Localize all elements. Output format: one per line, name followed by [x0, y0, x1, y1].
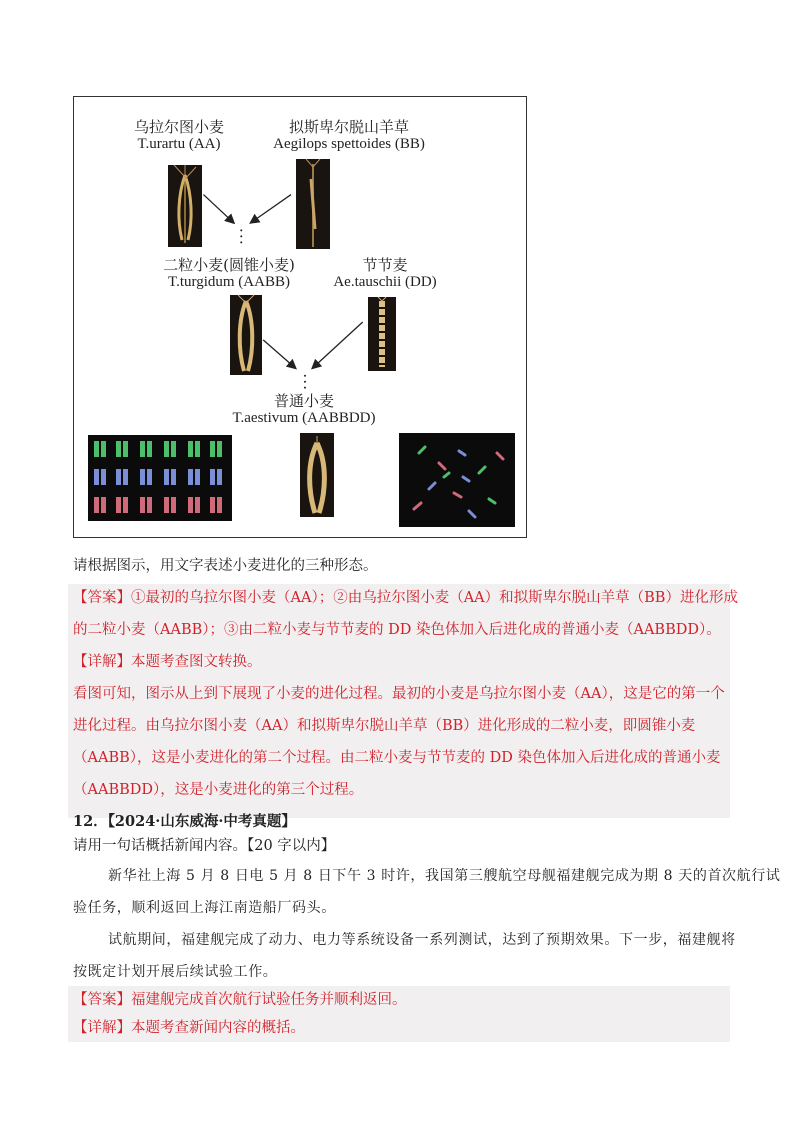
q12-prompt: 请用一句话概括新闻内容。【20 字以内】 — [73, 838, 336, 854]
q12-answer-line — [73, 990, 407, 1010]
detail-text: 本题考查新闻内容的概括。 — [131, 1020, 305, 1036]
detail-tag: 【详解】 — [73, 1020, 131, 1036]
aegilops-spike-image — [296, 159, 330, 249]
label-t-urartu: 乌拉尔图小麦 T.urartu (AA) — [133, 118, 224, 152]
q11-detail-line1: 看图可知，图示从上到下展现了小麦的进化过程。最初的小麦是乌拉尔图小麦（AA），这是它的第一个 — [73, 686, 725, 702]
q11-prompt: 请根据图示，用文字表述小麦进化的三种形态。 — [73, 558, 378, 574]
q12-news-p1-line2: 验任务，顺利返回上海江南造船厂码头。 — [73, 900, 336, 916]
t-urartu-spike-image — [168, 165, 202, 247]
detail-tag: 【详解】 — [73, 654, 131, 670]
answer-text: 福建舰完成首次航行试验任务并顺利返回。 — [131, 992, 407, 1008]
q12-header — [73, 812, 296, 832]
question-number: 12． — [73, 813, 108, 830]
answer-tag: 【答案】 — [73, 590, 131, 606]
chromosome-spread-image — [399, 433, 515, 527]
label-t-turgidum: 二粒小麦(圆锥小麦) T.turgidum (AABB) — [163, 256, 295, 290]
q11-detail-line3: （AABB），这是小麦进化的第二个过程。由二粒小麦与节节麦的 DD 染色体加入后进化成的普通小麦 — [73, 750, 721, 766]
label-t-aestivum: 普通小麦 T.aestivum (AABBDD) — [232, 392, 376, 426]
q12-news-p2-line2: 按既定计划开展后续试验工作。 — [73, 964, 278, 980]
question-source: 【2024·山东威海·中考真题】 — [107, 813, 296, 830]
wheat-evolution-figure — [73, 96, 527, 538]
q12-news-p1-line1: 新华社上海 5 月 8 日电 5 月 8 日下午 3 时许，我国第三艘航空母舰福建舰完成为期 8 天的首次航行试 — [108, 868, 781, 884]
answer-text: ①最初的乌拉尔图小麦（AA）；②由乌拉尔图小麦（AA）和拟斯卑尔脱山羊草（BB）进化形成 — [131, 590, 738, 606]
ae-tauschii-spike-image — [368, 297, 396, 371]
q11-detail-heading — [73, 652, 262, 672]
answer-tag: 【答案】 — [73, 992, 131, 1008]
label-aegilops: 拟斯卑尔脱山羊草 Aegilops spettoides (BB) — [273, 118, 425, 152]
q12-news-p2-line1: 试航期间，福建舰完成了动力、电力等系统设备一系列测试，达到了预期效果。下一步，福建舰将 — [108, 932, 736, 948]
t-aestivum-spike-image — [300, 433, 334, 517]
q11-answer-line1 — [73, 588, 738, 608]
q11-answer-line2: 的二粒小麦（AABB）；③由二粒小麦与节节麦的 DD 染色体加入后进化成的普通小麦（AABBDD）。 — [73, 622, 721, 638]
q11-detail-line4: （AABBDD），这是小麦进化的第三个过程。 — [73, 782, 364, 798]
detail-text: 本题考查图文转换。 — [131, 654, 262, 670]
t-turgidum-spike-image — [230, 295, 262, 375]
label-ae-tauschii: 节节麦 Ae.tauschii (DD) — [333, 256, 437, 290]
q11-detail-line2: 进化过程。由乌拉尔图小麦（AA）和拟斯卑尔脱山羊草（BB）进化形成的二粒小麦，即圆锥小麦 — [73, 718, 696, 734]
karyotype-image — [88, 435, 232, 521]
q12-detail-line — [73, 1018, 305, 1038]
